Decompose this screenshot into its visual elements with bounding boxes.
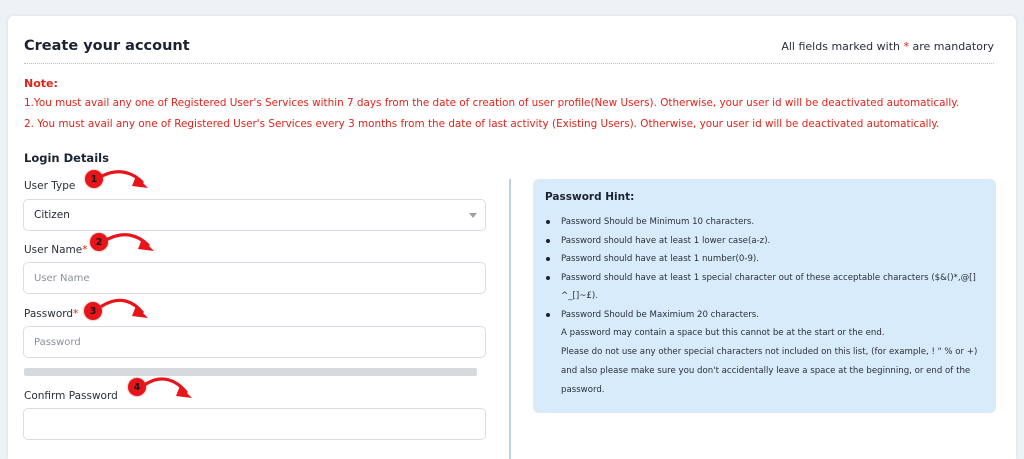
hint-item-text: Password should have at least 1 number(0-9). [561,254,759,264]
password-label [24,308,78,320]
note-heading: Note: [24,77,58,90]
annotation-badge-1: 1 [85,170,103,188]
password-hint-list [545,213,982,324]
note-line-2: 2. You must avail any one of Registered User's Services every 3 months from the date of last activity (Existing Users). Otherwise, your user id will be deactivated automatically. [24,118,940,130]
bullet-icon [546,276,550,280]
password-hint-panel [533,179,996,413]
hint-extra-1: A password may contain a space but this cannot be at the start or the end. [561,328,885,338]
password-label-text: Password [24,308,74,320]
password-required-star: * [73,308,79,320]
mandatory-prefix: All fields marked with [781,40,900,53]
chevron-down-icon [469,213,477,218]
hint-item-text: Password Should be Maximium 20 characters. [561,309,760,320]
hint-item [545,232,982,251]
user-name-input[interactable] [23,262,486,294]
user-name-required-star: * [82,244,88,256]
password-strength-bar [24,368,477,376]
password-input[interactable] [23,326,486,358]
mandatory-star: * [903,40,909,53]
password-placeholder: Password [34,336,81,348]
confirm-password-label [24,390,118,402]
hint-item-text: Password Should be Minimum 10 characters. [561,217,755,227]
mandatory-suffix: are mandatory [912,40,994,53]
bullet-icon [546,239,550,243]
annotation-badge-2: 2 [90,233,108,251]
hint-item [545,269,982,306]
annotation-arrow-1-icon [100,168,160,196]
annotation-arrow-3-icon [100,296,160,326]
bullet-icon [546,257,550,261]
user-name-placeholder: User Name [34,272,90,284]
annotation-arrow-4-icon [144,374,204,406]
hint-item-text: Password should have at least 1 special character out of these acceptable characters ($&()*,@[] ^_[]~£). [561,272,976,301]
hint-item-text: Password should have at least 1 lower case(a-z). [561,235,771,246]
user-name-label-text: User Name [24,244,83,256]
user-type-label-text: User Type [24,180,76,192]
confirm-password-label-text: Confirm Password [24,390,118,402]
annotation-arrow-2-icon [106,231,166,259]
note-line-1: 1.You must avail any one of Registered User's Services within 7 days from the date of creation of user profile(New Users). Otherwise, your user id will be deactivated automatically. [24,97,960,109]
hint-item [545,213,982,232]
page-title: Create your account [24,38,190,54]
user-type-label [24,180,75,192]
bullet-icon [546,220,550,224]
user-type-select[interactable] [23,199,486,231]
login-details-heading: Login Details [24,151,109,165]
bullet-icon [546,313,550,317]
password-hint-title: Password Hint: [545,191,635,203]
user-name-label [24,244,88,256]
hint-extra-2: Please do not use any other special characters not included on this list, (for example, ! " % or +) and also please make sure you don't accidentally leave a space at the beginning, or end of the password. [561,347,978,395]
hint-item [545,250,982,269]
annotation-badge-4: 4 [128,378,146,396]
confirm-password-input[interactable] [23,408,486,440]
mandatory-note [781,40,994,53]
header-divider [24,63,994,64]
user-type-value: Citizen [34,209,70,221]
hint-item [545,306,982,325]
column-separator [509,179,511,459]
annotation-badge-3: 3 [84,302,102,320]
